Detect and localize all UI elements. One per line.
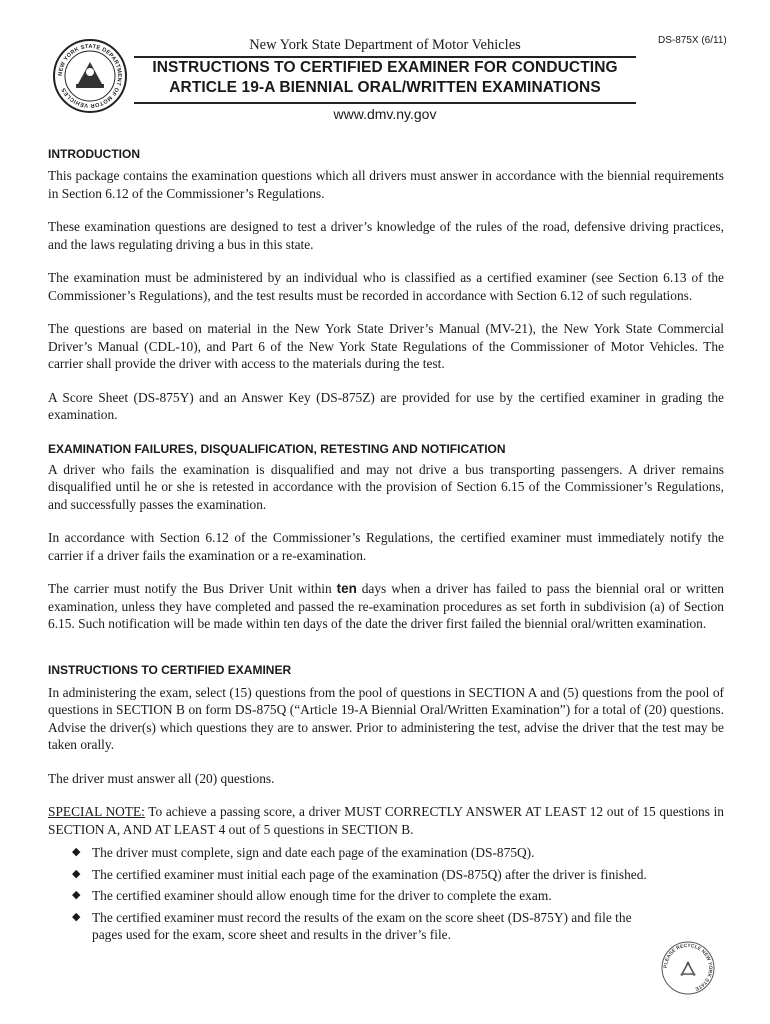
notify-days: ten <box>336 581 357 596</box>
form-number: DS-875X (6/11) <box>658 35 727 46</box>
bullet-diamond-icon: ◆ <box>72 889 81 901</box>
failures-paragraph: A driver who fails the examination is disqualified and may not drive a bus transporting passengers. A driver remains disqualified until he or she is retested in accordance with the provision of Section 6.15 of the Commissioner’s Regulations, and successfully passes the examination. <box>48 461 724 512</box>
special-note-text: To achieve a passing score, a driver MUST CORRECTLY ANSWER AT LEAST 12 out of 15 questions in SECTION A, AND AT LEAST 4 out of 5 questions in SECTION B. <box>48 804 724 837</box>
document-title <box>134 58 636 98</box>
intro-paragraph: The questions are based on material in the New York State Driver’s Manual (MV-21), the New York State Commercial Driver’s Manual (CDL-10), and Part 6 of the New York State Regulations of the Commissioner of Motor Vehicles. The carrier shall provide the driver with access to the materials during the test. <box>48 321 724 371</box>
notification-paragraph <box>48 580 724 633</box>
notify-text: days when a driver has failed to pass the biennial oral or written examination, unless they have completed and passed the re-examination procedures as set forth in subdivision (a) of Section 6.15. Such notification will be made within ten days of the date the driver first failed the biennial oral/written examination. <box>48 581 724 631</box>
department-name: New York State Department of Motor Vehicles <box>249 37 521 53</box>
seal-text: NEW YORK STATE DEPARTMENT OF MOTOR VEHICLES <box>57 43 123 109</box>
bullet-diamond-icon: ◆ <box>72 867 81 880</box>
nys-dmv-seal-icon <box>52 38 128 114</box>
recycle-text: PLEASE RECYCLE NEW YORK STATE <box>662 942 714 992</box>
introduction-heading: INTRODUCTION <box>48 147 140 161</box>
failures-heading: EXAMINATION FAILURES, DISQUALIFICATION, RETESTING AND NOTIFICATION <box>48 441 506 456</box>
failures-paragraph: In accordance with Section 6.12 of the Commissioner’s Regulations, the certified examiner must immediately notify the carrier if a driver fails the examination or a re-examination. <box>48 530 724 563</box>
special-note <box>48 803 724 838</box>
notify-text: The carrier must notify the Bus Driver Unit within <box>48 581 337 596</box>
intro-paragraph: A Score Sheet (DS-875Y) and an Answer Key (DS-875Z) are provided for use by the certified examiner in grading the examination. <box>48 389 724 422</box>
bullet-diamond-icon: ◆ <box>72 846 81 858</box>
recycle-icon <box>660 940 716 996</box>
list-item: ◆ The certified examiner must initial each page of the examination (DS-875Q) after the driver is finished. <box>72 866 647 882</box>
intro-paragraph: This package contains the examination questions which all drivers must answer in accordance with the biennial requirements in Section 6.12 of the Commissioner’s Regulations. <box>48 168 724 201</box>
svg-text:PLEASE RECYCLE NEW YORK STATE <box>663 943 713 992</box>
instructions-paragraph: In administering the exam, select (15) questions from the pool of questions in SECTION A and (5) questions from the pool of questions in SECTION B on form DS-875Q (“Article 19-A Biennial Oral/Written Examination”) for a total of (20) questions. Advise the driver(s) which questions they are to answer. Prior to administering the test, advise the driver that the test may be taken orally. <box>48 684 724 752</box>
title-line-2: ARTICLE 19-A BIENNIAL ORAL/WRITTEN EXAMINATIONS <box>169 79 601 96</box>
list-item: ◆ The driver must complete, sign and date each page of the examination (DS-875Q). <box>72 845 535 860</box>
intro-paragraph: These examination questions are designed to test a driver’s knowledge of the rules of the road, defensive driving practices, and the laws regulating driving a bus in this state. <box>48 219 724 252</box>
title-line-1: INSTRUCTIONS TO CERTIFIED EXAMINER FOR CONDUCTING <box>152 59 618 76</box>
bullet-diamond-icon: ◆ <box>72 910 81 923</box>
document-body <box>48 147 724 948</box>
list-item: ◆ The certified examiner should allow enough time for the driver to complete the exam. <box>72 888 552 903</box>
instruction-list <box>48 844 724 944</box>
instructions-paragraph: The driver must answer all (20) questions. <box>48 770 275 786</box>
special-note-label: SPECIAL NOTE: <box>48 804 145 819</box>
title-rule-bottom <box>134 102 636 104</box>
website-url: www.dmv.ny.gov <box>333 106 437 122</box>
list-item: ◆ The certified examiner must record the results of the exam on the score sheet (DS-875Y) and file the pages used for the exam, score sheet and results in the driver’s file. <box>72 909 632 942</box>
intro-paragraph: The examination must be administered by an individual who is classified as a certified examiner (see Section 6.13 of the Commissioner’s Regulations), and the test results must be recorded in accordance with Section 6.12 of such regulations. <box>48 270 724 303</box>
instructions-heading: INSTRUCTIONS TO CERTIFIED EXAMINER <box>48 662 292 677</box>
